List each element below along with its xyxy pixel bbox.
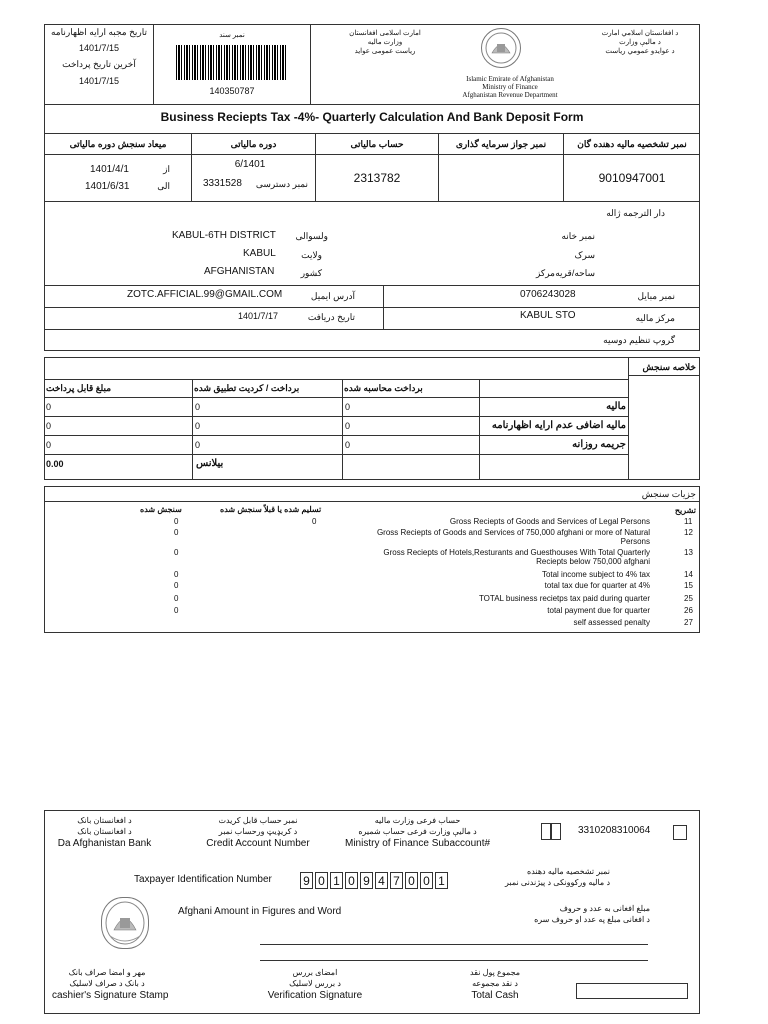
summary-title: خلاصه سنجش xyxy=(642,362,696,372)
bank-dari: د افغانستان بانک xyxy=(77,816,132,825)
submission-deadline: 1401/7/15 xyxy=(78,43,120,53)
emirate-pashto-1: د افغانستان اسلامي امارت xyxy=(601,30,679,37)
form-title: Business Reciepts Tax -4%- Quarterly Calculation And Bank Deposit Form xyxy=(160,110,584,124)
emirate-pashto-3: د عوایدو عمومي ریاست xyxy=(605,48,675,55)
tin-digit-box: 1 xyxy=(330,872,343,889)
document-number: 140350787 xyxy=(209,86,255,96)
verify-dari: امضای بررس xyxy=(292,968,338,977)
amount-line-1 xyxy=(260,944,648,945)
detail-row-desc: Total income subject to 4% tax xyxy=(541,570,650,579)
balance-label: بیلانس xyxy=(196,458,224,469)
summary-row-payable: 0 xyxy=(46,421,52,431)
detail-row-assessed: 0 xyxy=(174,606,179,615)
emirate-pashto-2: د مالیې وزارت xyxy=(619,39,661,46)
district-label: ولسوالی xyxy=(295,231,328,241)
detail-row-desc: Gross Reciepts of Goods and Services of Legal Persons xyxy=(449,517,650,526)
received-label: تاریخ دریافت xyxy=(307,312,355,322)
detail-row-number: 13 xyxy=(684,548,693,557)
amount-pashto-label: د افغانی مبلغ په عدد او حروف سره xyxy=(534,915,650,924)
tin-digit-box: 7 xyxy=(390,872,403,889)
tax-account-value: 2313782 xyxy=(353,171,401,185)
tin-value: 9010947001 xyxy=(598,171,666,185)
payment-deadline-label: آخرین تاریخ پرداخت xyxy=(62,59,136,69)
summary-row-credit: 0 xyxy=(195,421,201,431)
cashier-english: cashier's Signature Stamp xyxy=(52,990,169,1001)
emirate-english-2: Ministry of Finance xyxy=(482,83,538,91)
from-date: 1401/4/1 xyxy=(90,164,129,175)
house-label: نمبر خانه xyxy=(561,231,595,241)
amount-dari-label: مبلغ افغانی به عدد و حروف xyxy=(559,904,650,913)
district-value: KABUL-6TH DISTRICT xyxy=(172,230,276,241)
tin-english-label: Taxpayer Identification Number xyxy=(134,874,272,885)
bank-seal-icon xyxy=(101,897,149,949)
detail-row-desc: Gross Reciepts of Hotels,Resturants and Guesthouses With Total Quarterly xyxy=(383,548,650,557)
details-col-submitted: تسلیم شده یا قبلاً سنجش شده xyxy=(220,505,322,514)
email-label: آدرس ایمیل xyxy=(310,291,355,301)
summary-row-calc: 0 xyxy=(345,421,351,431)
detail-row-desc: TOTAL business recietps tax paid during quarter xyxy=(478,594,650,603)
tin-digit-box: 9 xyxy=(360,872,373,889)
credit-dari: نمبر حساب قابل کریدت xyxy=(218,816,298,825)
emirate-english-3: Afghanistan Revenue Department xyxy=(462,91,558,99)
summary-col-credit: برداخت / کردیت تطبیق شده xyxy=(194,383,300,393)
detail-row-desc: total tax due for quarter at 4% xyxy=(544,581,650,590)
detail-row-assessed: 0 xyxy=(174,528,179,537)
province-label: ولایت xyxy=(301,250,322,260)
summary-table xyxy=(44,357,700,480)
summary-row-label: مالیه xyxy=(606,401,626,412)
to-date: 1401/6/31 xyxy=(85,181,130,192)
tin-digit-box: 0 xyxy=(315,872,328,889)
file-group-label: گروپ تنظیم دوسیه xyxy=(603,335,675,345)
summary-row-label: مالیه اضافی عدم ارایه اظهارنامه xyxy=(491,420,626,431)
detail-row-number: 25 xyxy=(684,594,693,603)
payment-deadline: 1401/7/15 xyxy=(78,76,120,86)
detail-row-desc: self assessed penalty xyxy=(573,618,650,627)
tin-digit-box: 1 xyxy=(435,872,448,889)
detail-row-number: 27 xyxy=(684,618,693,627)
province-value: KABUL xyxy=(243,248,276,259)
area-label: ساحه/قریه xyxy=(555,268,595,278)
header-investment-license: نمبر جواز سرمایه گذاری xyxy=(455,139,547,149)
emirate-dari-1: امارت اسلامی افغانستان xyxy=(349,30,421,37)
account-number: 3310208310064 xyxy=(578,825,651,836)
mof-english: Ministry of Finance Subaccount# xyxy=(345,838,491,849)
cashier-pashto: د بانک د صراف لاسلیک xyxy=(69,979,145,988)
mobile-label: نمبر مبایل xyxy=(637,291,675,301)
from-label: از xyxy=(163,164,170,174)
header-tin: نمبر تشخصیه مالیه دهنده گان xyxy=(577,139,687,149)
submission-deadline-label: تاریخ مجبه ارایه اظهارنامه xyxy=(50,27,148,37)
emirate-dari-3: ریاست عمومی عواید xyxy=(354,48,416,55)
tin-dari-label: نمبر تشخصیه مالیه دهنده xyxy=(527,867,610,876)
total-cash-field[interactable] xyxy=(576,983,688,999)
summary-col-payable: مبلغ قابل پرداخت xyxy=(46,383,112,393)
country-label: کشور xyxy=(300,268,322,278)
detail-row-assessed: 0 xyxy=(174,570,179,579)
detail-row-number: 15 xyxy=(684,581,693,590)
account-checkbox-right[interactable] xyxy=(673,825,687,840)
emirate-seal-icon xyxy=(481,28,521,68)
cashier-dari: مهر و امضا صراف بانک xyxy=(68,968,146,977)
tax-center-value: KABUL STO xyxy=(520,310,576,321)
header-tax-period: دوره مالیاتی xyxy=(230,139,277,149)
summary-row-credit: 0 xyxy=(195,440,201,450)
details-title: جزیات سنجش xyxy=(641,489,696,499)
mobile-value: 0706243028 xyxy=(520,289,576,300)
access-number: 3331528 xyxy=(203,178,242,189)
tin-digit-box: 4 xyxy=(375,872,388,889)
to-label: الی xyxy=(157,181,170,191)
credit-pashto: د کریډیټ ورحساب نمبر xyxy=(218,827,298,836)
details-col-desc: تشریح xyxy=(674,506,696,515)
detail-row-number: 11 xyxy=(684,517,693,526)
summary-row-credit: 0 xyxy=(195,402,201,412)
tin-digit-box: 0 xyxy=(345,872,358,889)
account-checkbox-left[interactable] xyxy=(541,823,551,840)
bank-pashto: د افغانستان بانک xyxy=(77,827,132,836)
emirate-english-1: Islamic Emirate of Afghanistan xyxy=(466,75,554,83)
detail-row-number: 26 xyxy=(684,606,693,615)
tin-digit-box: 9 xyxy=(300,872,313,889)
total-english: Total Cash xyxy=(471,990,519,1001)
verify-english: Verification Signature xyxy=(267,990,363,1001)
total-dari: مجموع پول نقد xyxy=(469,968,521,977)
summary-row-label: جریمه روزانه xyxy=(572,439,626,450)
verify-pashto: د بررس لاسلیک xyxy=(289,979,341,988)
tin-digit-box: 0 xyxy=(405,872,418,889)
amount-line-2 xyxy=(260,960,648,961)
summary-row-payable: 0 xyxy=(46,402,52,412)
total-pashto: د نقد مجموعه xyxy=(472,979,518,988)
detail-row-desc: Gross Reciepts of Goods and Services of 750,000 afghani or more of Natural xyxy=(376,528,650,537)
header-period-deadline: میعاد سنجش دوره مالیاتی xyxy=(69,139,167,149)
taxpayer-name: دار الترجمه ژاله xyxy=(606,208,665,218)
received-date: 1401/7/17 xyxy=(238,311,279,321)
tax-center-label: مرکز مالیه xyxy=(635,313,675,323)
email-value: ZOTC.AFFICIAL.99@GMAIL.COM xyxy=(127,289,283,300)
detail-row-desc-cont: Reciepts below 750,000 afghani xyxy=(536,557,650,566)
detail-row-assessed: 0 xyxy=(174,517,179,526)
document-number-label: نمبر سند xyxy=(219,32,245,39)
emirate-dari-2: وزارت مالیه xyxy=(367,39,403,46)
detail-row-desc: total payment due for quarter xyxy=(547,606,650,615)
mof-pashto: د مالیې وزارت فرعی حساب شمیره xyxy=(358,827,477,836)
bank-english: Da Afghanistan Bank xyxy=(57,838,152,849)
detail-row-assessed: 0 xyxy=(174,548,179,557)
street-label: سرک xyxy=(574,250,595,260)
mof-dari: حساب فرعی وزارت مالیه xyxy=(374,816,461,825)
tax-period-value: 6/1401 xyxy=(234,159,266,170)
summary-col-calc: برداخت محاسبه شده xyxy=(344,383,423,393)
access-number-label: نمبر دسترسی xyxy=(255,179,308,189)
tin-digit-box: 0 xyxy=(420,872,433,889)
barcode-image xyxy=(176,45,288,80)
amount-english-label: Afghani Amount in Figures and Word xyxy=(178,906,342,917)
detail-row-submitted: 0 xyxy=(312,517,317,526)
balance-value: 0.00 xyxy=(46,459,64,469)
summary-row-payable: 0 xyxy=(46,440,52,450)
detail-row-assessed: 0 xyxy=(174,594,179,603)
center-label: مرکز xyxy=(535,268,555,278)
summary-row-calc: 0 xyxy=(345,402,351,412)
country-value: AFGHANISTAN xyxy=(204,266,275,277)
account-checkbox-left-2[interactable] xyxy=(551,823,561,840)
detail-row-number: 12 xyxy=(684,528,693,537)
detail-row-number: 14 xyxy=(684,570,693,579)
header-tax-account: حساب مالیاتی xyxy=(350,139,404,149)
credit-english: Credit Account Number xyxy=(206,838,310,849)
detail-row-desc-cont: Persons xyxy=(620,537,650,546)
tin-pashto-label: د مالیه ورکوونکی د پیژندنی نمبر xyxy=(505,878,610,887)
details-col-assessed: سنجش شده xyxy=(140,505,182,514)
detail-row-assessed: 0 xyxy=(174,581,179,590)
summary-row-calc: 0 xyxy=(345,440,351,450)
